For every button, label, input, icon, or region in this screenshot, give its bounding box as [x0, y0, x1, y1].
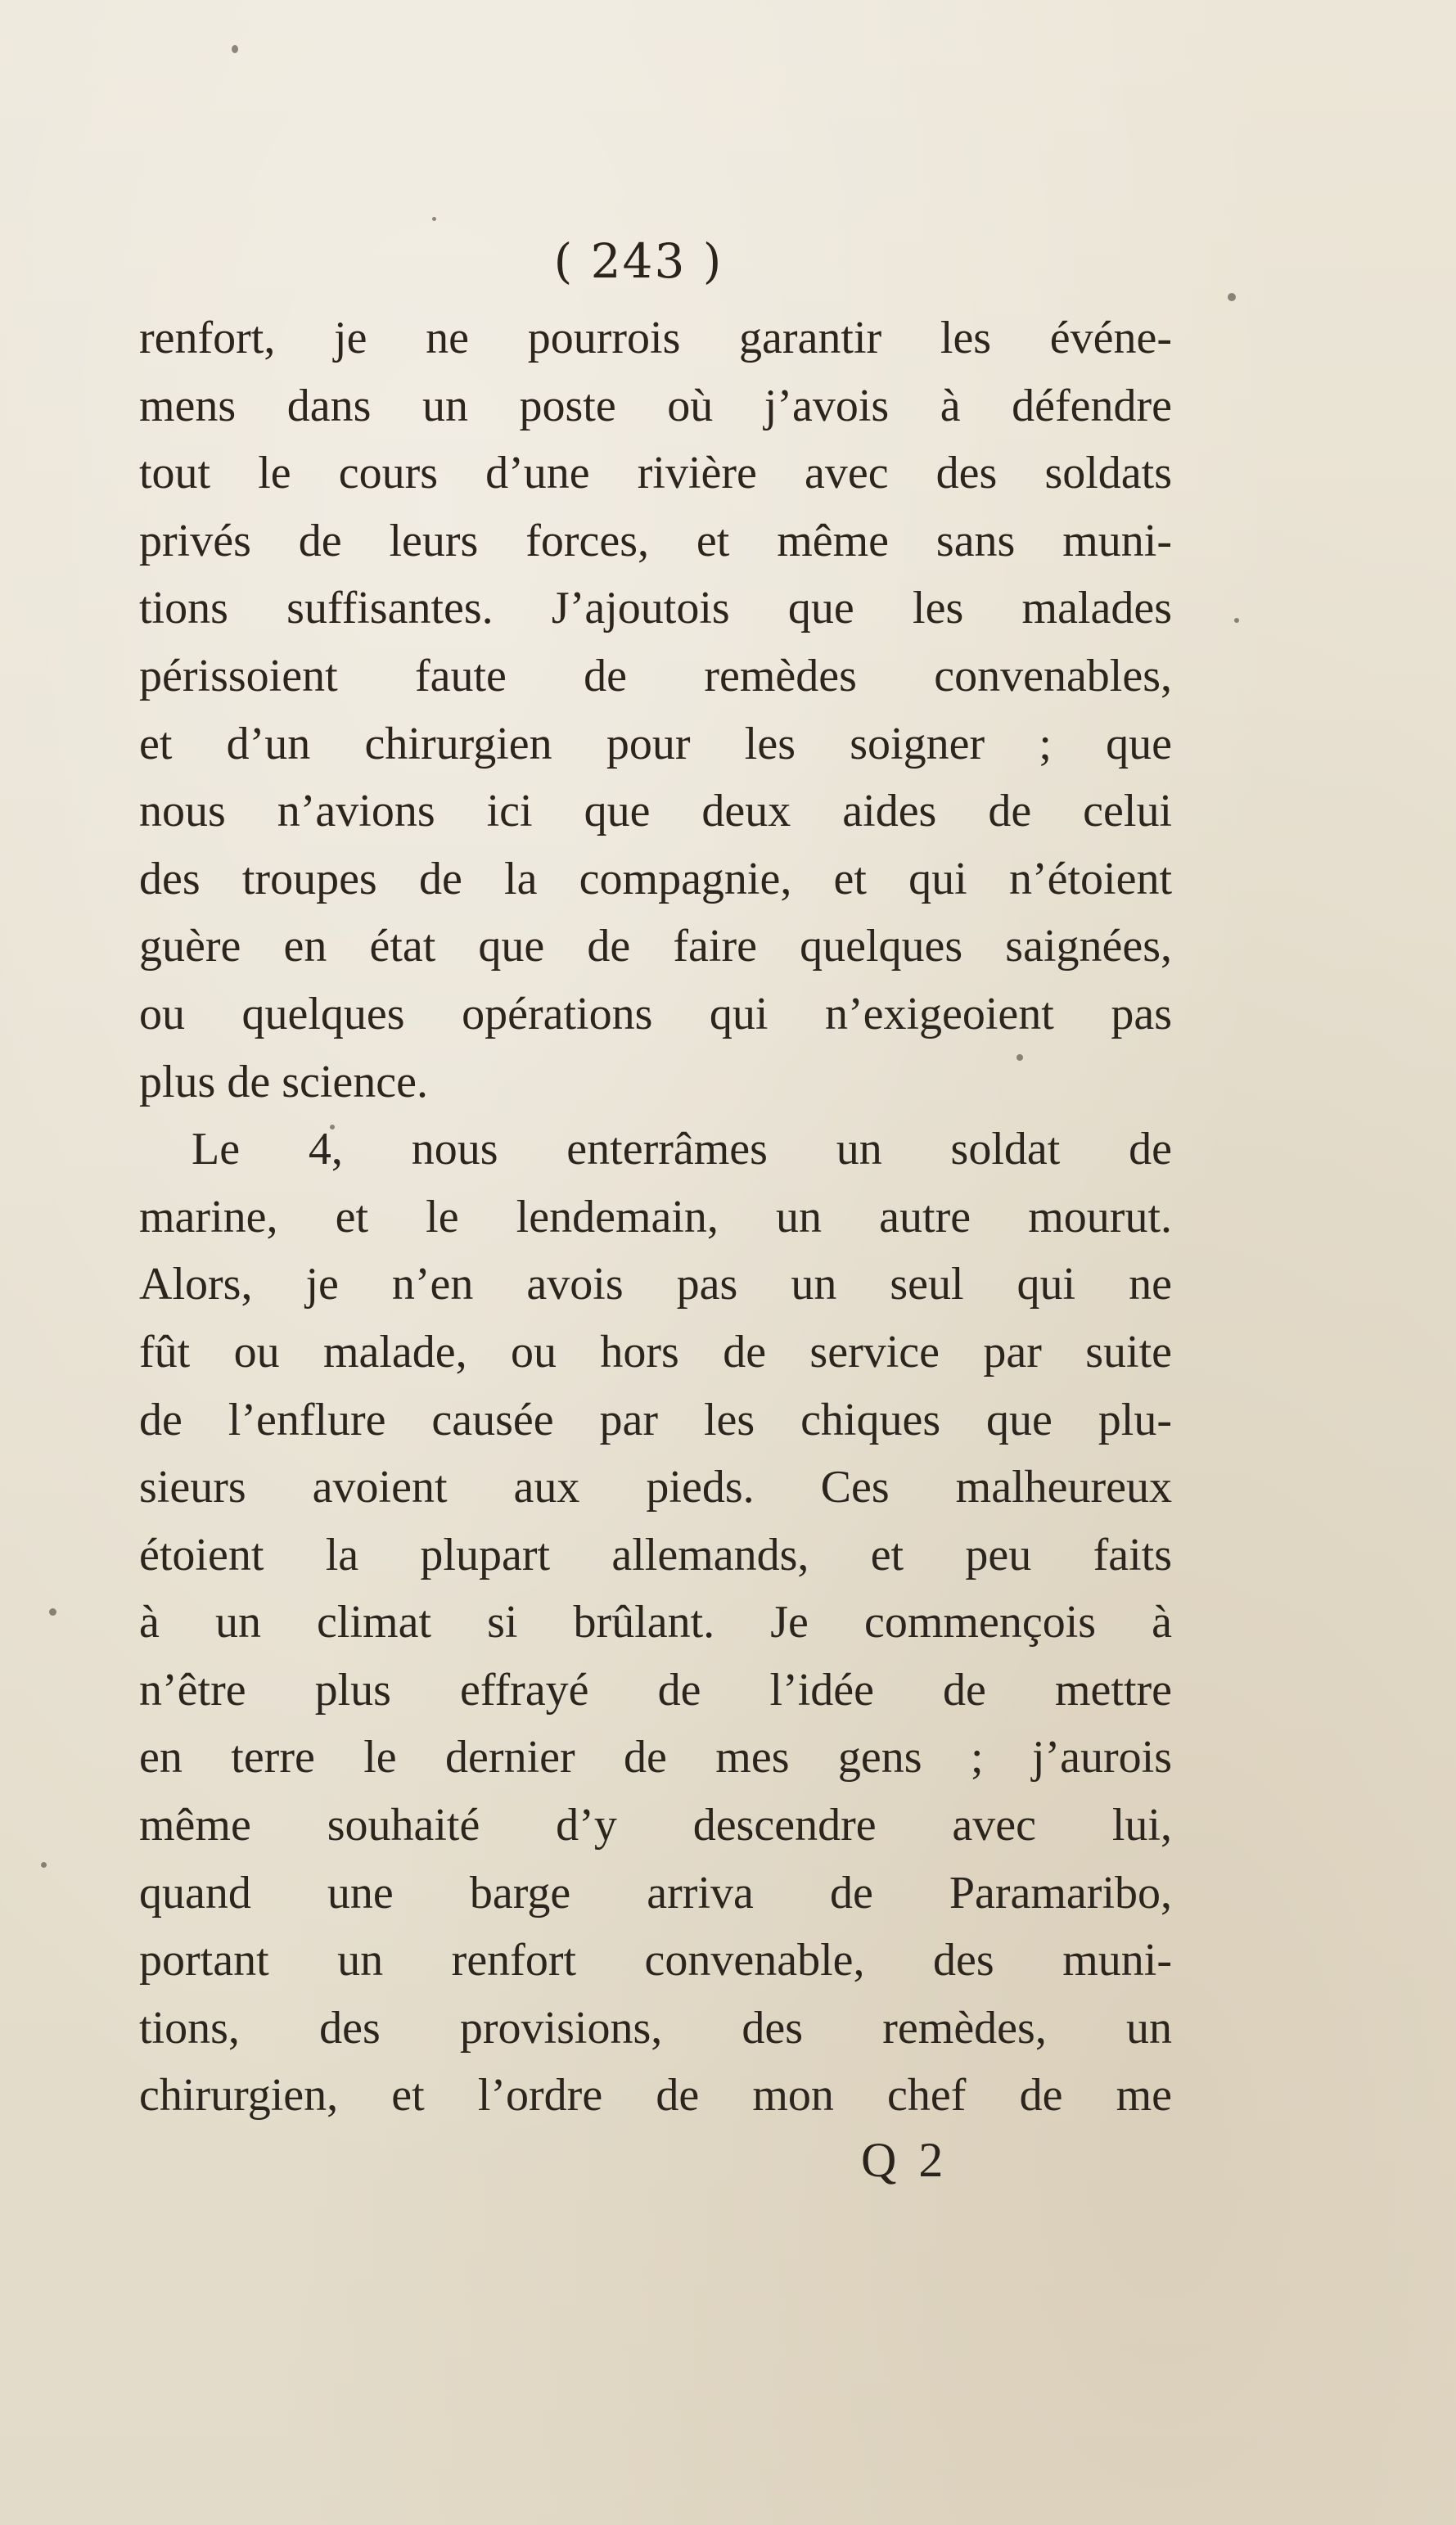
text-line: Alors, je n’en avois pas un seul qui ne — [139, 1259, 1172, 1310]
text-line: quand une barge arriva de Paramaribo, — [139, 1867, 1172, 1919]
text-line: des troupes de la compagnie, et qui n’étoient — [139, 853, 1172, 904]
text-line: même souhaité d’y descendre avec lui, — [139, 1800, 1172, 1851]
text-line: privés de leurs forces, et même sans muni- — [139, 515, 1172, 566]
text-line: renfort, je ne pourrois garantir les événe- — [139, 313, 1172, 363]
ink-speck — [1234, 618, 1239, 623]
text-line: plus de science. — [139, 1056, 428, 1107]
ink-speck — [49, 1608, 56, 1616]
page-number: ( 243 ) — [553, 233, 723, 289]
text-line: de l’enflure causée par les chiques que plu- — [139, 1394, 1172, 1445]
text-line: fût ou malade, ou hors de service par suite — [139, 1326, 1172, 1377]
ink-speck — [432, 217, 436, 221]
text-line: périssoient faute de remèdes convenables, — [139, 650, 1172, 701]
text-line: tions suffisantes. J’ajoutois que les malades — [139, 583, 1172, 634]
text-line: marine, et le lendemain, un autre mourut. — [139, 1191, 1172, 1242]
text-line: nous n’avions ici que deux aides de celui — [139, 786, 1172, 837]
ink-speck — [41, 1862, 47, 1868]
text-line: Le 4, nous enterrâmes un soldat de — [192, 1124, 1172, 1175]
text-line: et d’un chirurgien pour les soigner ; que — [139, 718, 1172, 769]
text-line: tions, des provisions, des remèdes, un — [139, 2002, 1172, 2054]
text-line: chirurgien, et l’ordre de mon chef de me — [139, 2070, 1172, 2121]
text-line: à un climat si brûlant. Je commençois à — [139, 1597, 1172, 1648]
text-line: sieurs avoient aux pieds. Ces malheureux — [139, 1462, 1172, 1513]
text-line: en terre le dernier de mes gens ; j’aurois — [139, 1732, 1172, 1783]
text-line: mens dans un poste où j’avois à défendre — [139, 380, 1172, 431]
text-line: étoient la plupart allemands, et peu faits — [139, 1529, 1172, 1580]
text-line: n’être plus effrayé de l’idée de mettre — [139, 1664, 1172, 1716]
text-line: tout le cours d’une rivière avec des soldats — [139, 448, 1172, 499]
text-line: guère en état que de faire quelques saignées, — [139, 921, 1172, 972]
text-line: portant un renfort convenable, des muni- — [139, 1935, 1172, 1986]
body-text — [139, 304, 1172, 2130]
text-line: ou quelques opérations qui n’exigeoient pas — [139, 988, 1172, 1039]
ink-speck — [232, 45, 238, 53]
signature-mark: Q 2 — [861, 2133, 949, 2187]
ink-speck — [1228, 293, 1236, 301]
